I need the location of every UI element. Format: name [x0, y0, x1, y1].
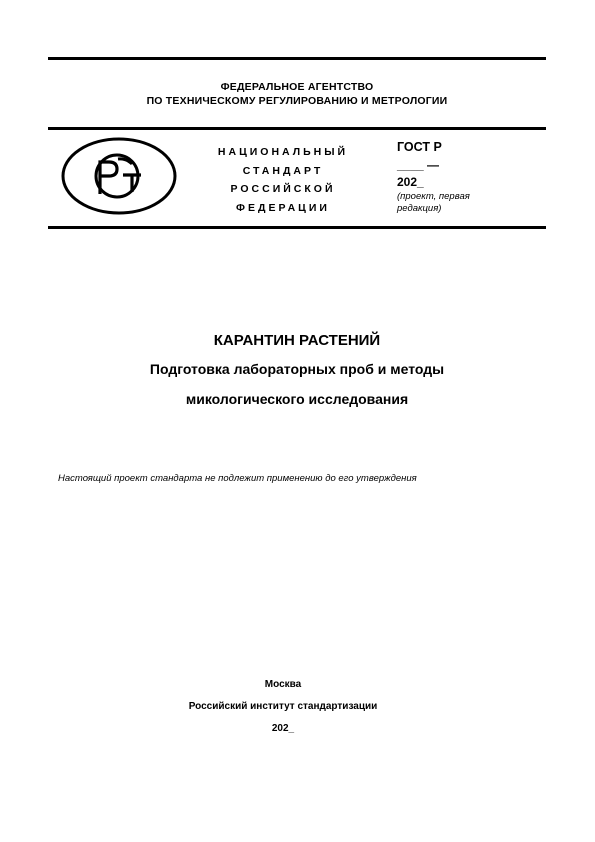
- title-subtitle: [48, 354, 546, 414]
- title-subtitle-line-1: Подготовка лабораторных проб и методы: [149, 361, 445, 377]
- standard-type-line-1: НАЦИОНАЛЬНЫЙ: [217, 146, 349, 158]
- draft-notice: Настоящий проект стандарта не подлежит применению до его утверждения: [58, 473, 417, 484]
- draft-note: (проект, первая редакция): [397, 191, 470, 214]
- imprint-city: Москва: [264, 679, 302, 690]
- rst-certification-mark-icon: [60, 136, 178, 216]
- imprint-publisher: Российский институт стандартизации: [188, 701, 378, 712]
- agency-name: [48, 80, 546, 108]
- gost-year: 202_: [397, 175, 424, 189]
- agency-line-2: ПО ТЕХНИЧЕСКОМУ РЕГУЛИРОВАНИЮ И МЕТРОЛОГИИ: [146, 95, 448, 107]
- title-subtitle-line-2: микологического исследования: [185, 391, 409, 407]
- agency-line-1: ФЕДЕРАЛЬНОЕ АГЕНТСТВО: [220, 81, 374, 93]
- imprint-year: 202_: [271, 723, 295, 734]
- standard-type-line-2: СТАНДАРТ: [242, 164, 324, 177]
- national-standard-label: [188, 143, 378, 217]
- gost-number: ____ —: [397, 158, 440, 172]
- gost-designation: [397, 139, 537, 215]
- imprint: [48, 674, 518, 740]
- standard-type-line-4: ФЕДЕРАЦИИ: [236, 201, 330, 214]
- bottom-rule: [48, 226, 546, 229]
- top-rule: [48, 57, 546, 60]
- title-main: КАРАНТИН РАСТЕНИЙ: [213, 332, 381, 349]
- standard-type-line-3: РОССИЙСКОЙ: [230, 183, 336, 195]
- middle-rule: [48, 127, 546, 130]
- gost-title: ГОСТ Р: [397, 140, 442, 154]
- document-title: [48, 330, 546, 414]
